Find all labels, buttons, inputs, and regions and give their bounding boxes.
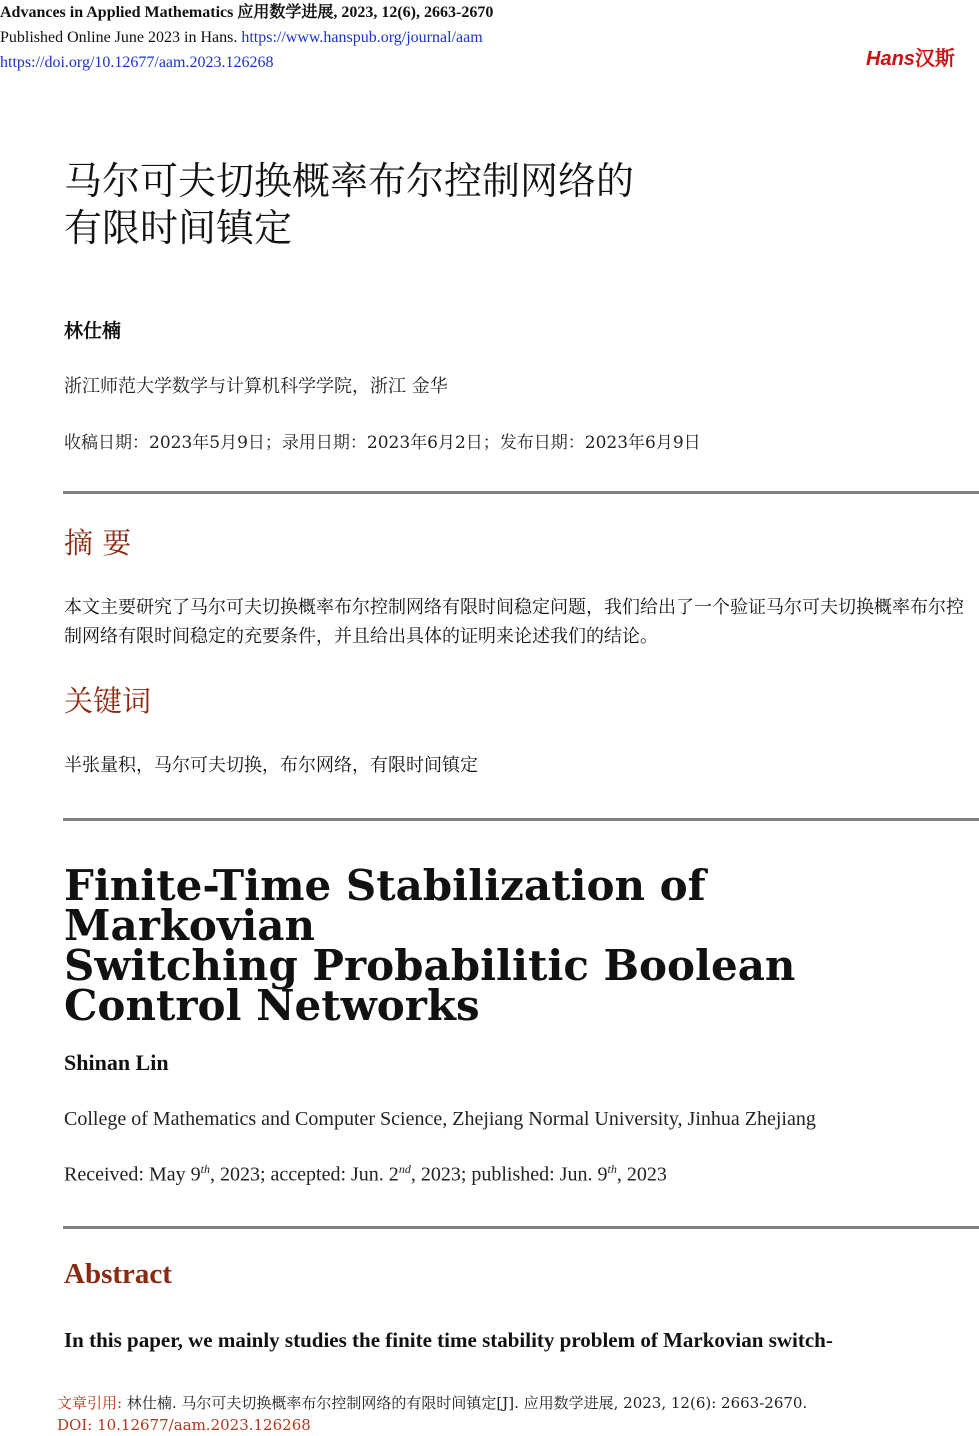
cn-affiliation: 浙江师范大学数学与计算机科学学院，浙江 金华 bbox=[64, 376, 448, 397]
en-title-line-1: Finite-Time Stabilization of Markovian bbox=[64, 861, 706, 950]
published-sup: th bbox=[607, 1162, 617, 1176]
citation-footer bbox=[57, 1392, 807, 1436]
en-abstract: In this paper, we mainly studies the finite time stability problem of Markovian switch- bbox=[64, 1328, 833, 1352]
divider-rule bbox=[63, 1226, 979, 1229]
cite-text: 林仕楠. 马尔可夫切换概率布尔控制网络的有限时间镇定[J]. 应用数学进展, 2023, 12(6): 2663-2670. bbox=[126, 1394, 808, 1412]
cn-abstract: 本文主要研究了马尔可夫切换概率布尔控制网络有限时间稳定问题，我们给出了一个验证马尔可夫切换概率布尔控制网络有限时间稳定的充要条件，并且给出具体的证明来论述我们的结论。 bbox=[64, 597, 964, 647]
received-date: Received: May 9 bbox=[64, 1163, 201, 1186]
cn-dates: 收稿日期：2023年5月9日；录用日期：2023年6月2日；发布日期：2023年6月9日 bbox=[64, 433, 701, 453]
cn-title-line-1: 马尔可夫切换概率布尔控制网络的 bbox=[64, 159, 635, 203]
cn-title bbox=[64, 158, 944, 252]
journal-citation: Advances in Applied Mathematics 应用数学进展, 2023, 12(6), 2663-2670 bbox=[0, 4, 494, 21]
en-title bbox=[64, 861, 964, 1030]
cn-keywords: 半张量积，马尔可夫切换，布尔网络，有限时间镇定 bbox=[64, 755, 478, 776]
accepted-date: , 2023; accepted: Jun. 2 bbox=[209, 1163, 399, 1186]
logo-cn: 汉斯 bbox=[914, 48, 955, 70]
cn-keywords-heading: 关键词 bbox=[64, 684, 152, 718]
received-sup: th bbox=[200, 1162, 210, 1176]
divider-rule bbox=[63, 491, 979, 494]
divider-rule bbox=[63, 818, 979, 821]
journal-link[interactable]: https://www.hanspub.org/journal/aam bbox=[241, 29, 483, 46]
cn-title-line-2: 有限时间镇定 bbox=[64, 206, 293, 250]
published-date: , 2023; published: Jun. 9 bbox=[410, 1163, 608, 1186]
logo-en: Hans bbox=[866, 48, 915, 70]
year-end: , 2023 bbox=[616, 1163, 667, 1186]
en-dates bbox=[64, 1162, 667, 1187]
journal-header bbox=[0, 0, 493, 75]
en-affiliation: College of Mathematics and Computer Science, Zhejiang Normal University, Jinhua Zhejiang bbox=[64, 1108, 816, 1130]
doi-link[interactable]: https://doi.org/10.12677/aam.2023.126268 bbox=[0, 54, 274, 71]
en-title-line-3: Control Networks bbox=[64, 981, 480, 1030]
en-title-line-2: Switching Probabilitic Boolean bbox=[64, 941, 796, 990]
en-author: Shinan Lin bbox=[64, 1050, 169, 1075]
published-prefix: Published Online June 2023 in Hans. bbox=[0, 29, 238, 46]
en-abstract-heading: Abstract bbox=[64, 1258, 172, 1290]
cite-label: 文章引用: bbox=[57, 1394, 123, 1412]
published-line bbox=[0, 25, 493, 50]
footer-doi: DOI: 10.12677/aam.2023.126268 bbox=[57, 1416, 311, 1434]
cn-abstract-heading: 摘 要 bbox=[64, 526, 132, 560]
accepted-sup: nd bbox=[398, 1162, 411, 1176]
cn-author: 林仕楠 bbox=[64, 320, 122, 342]
hans-logo bbox=[866, 42, 955, 71]
